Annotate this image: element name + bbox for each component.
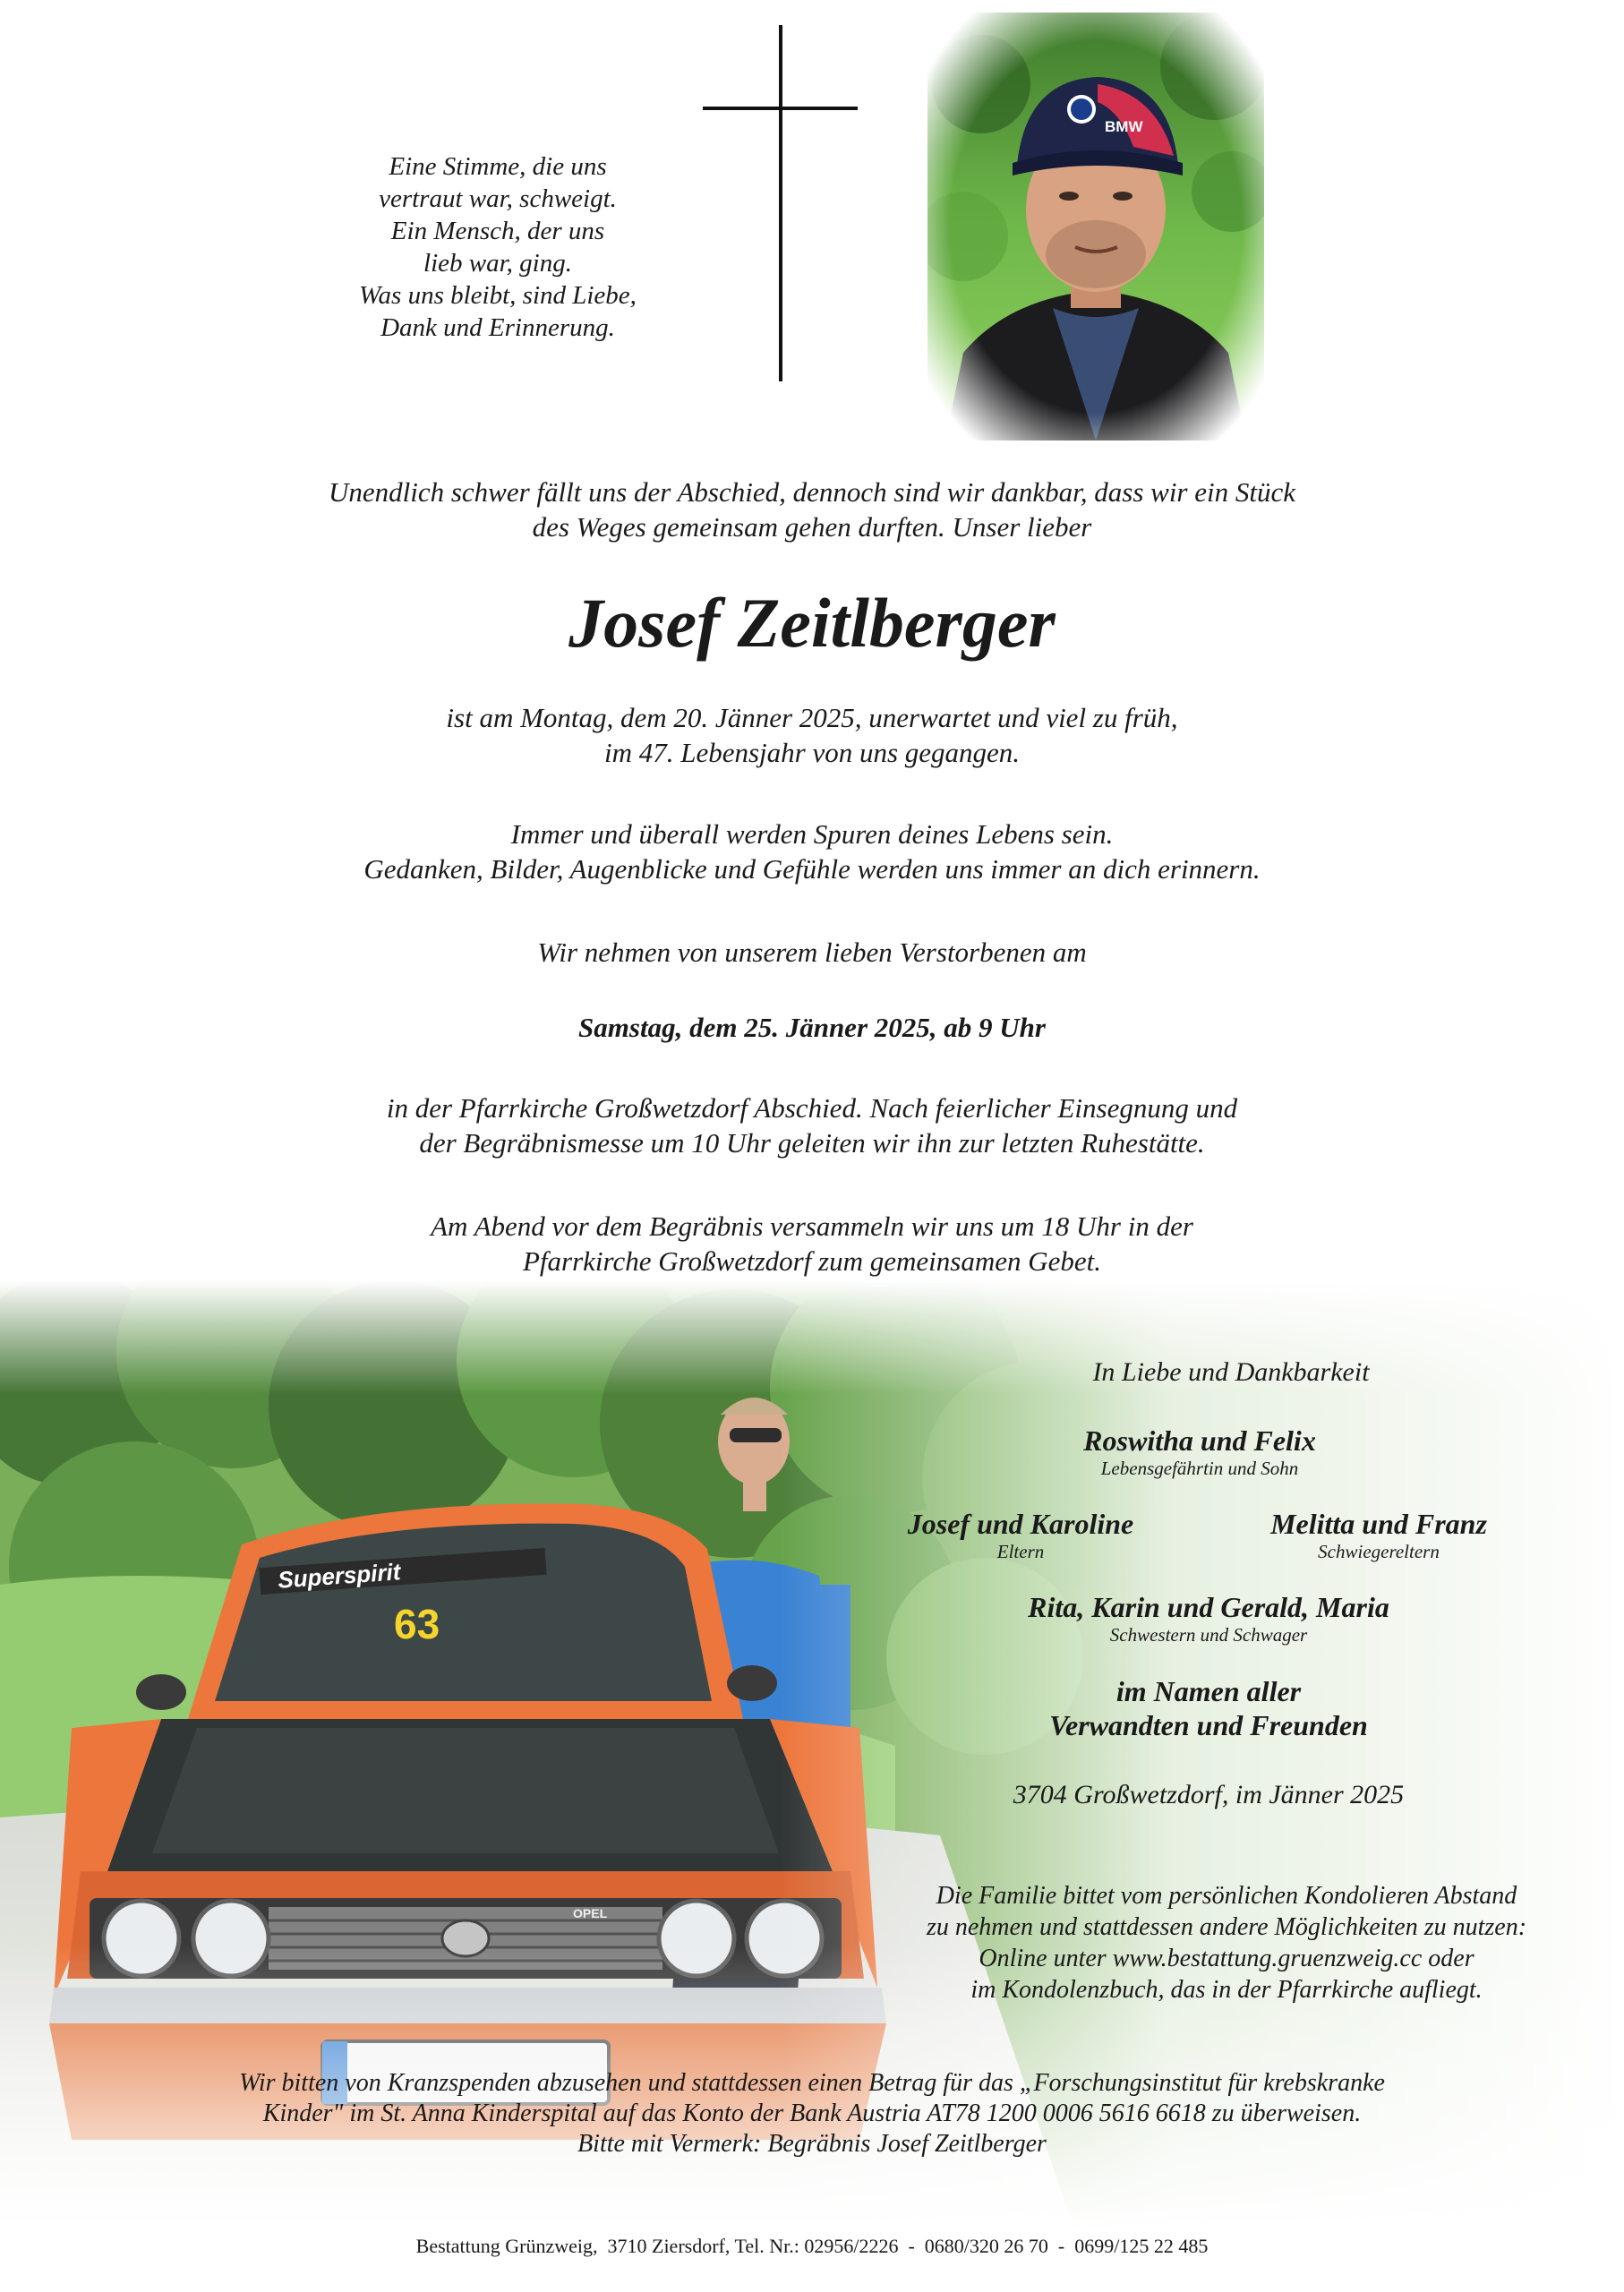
death-line: ist am Montag, dem 20. Jänner 2025, unerwartet und viel zu früh, [446, 702, 1178, 733]
mourner-names: Melitta und Franz [1270, 1508, 1487, 1540]
memorial-quote [0, 817, 1624, 886]
quote-line: Gedanken, Bilder, Augenblicke und Gefühle werden uns immer an dich erinnern. [363, 853, 1261, 885]
donation-note [0, 2068, 1624, 2159]
farewell-intro [0, 935, 1624, 970]
cross-icon [779, 25, 782, 381]
condolence-line: Online unter www.bestattung.gruenzweig.cc oder [979, 1945, 1474, 1972]
farewell-date: Samstag, dem 25. Jänner 2025, ab 9 Uhr [578, 1012, 1046, 1043]
poem-line: Dank und Erinnerung. [380, 313, 615, 342]
funeral-home-footer: Bestattung Grünzweig, 3710 Ziersdorf, Tel. Nr.: 02956/2226 - 0680/320 26 70 - 0699/125 22 485 [415, 2235, 1209, 2257]
donation-line: Bitte mit Vermerk: Begräbnis Josef Zeitlberger [577, 2130, 1047, 2158]
deceased-name: Josef Zeitlberger [568, 584, 1056, 662]
farewell-intro-line: Wir nehmen von unserem lieben Verstorbenen am [537, 936, 1087, 968]
evening-prayer-text [0, 1209, 1624, 1279]
mourner-relation: Schwestern und Schwager [1109, 1624, 1308, 1646]
intro-line: des Weges gemeinsam gehen durften. Unser lieber [532, 511, 1092, 543]
mourner-names: Josef und Karoline [907, 1508, 1134, 1540]
mourner-parents [859, 1507, 1182, 1562]
condolence-line: Die Familie bittet vom persönlichen Kondolieren Abstand [936, 1882, 1517, 1910]
ceremony-line: der Begräbnismesse um 10 Uhr geleiten wir ihn zur letzten Ruhestätte. [419, 1127, 1205, 1159]
mourners-all-line: Verwandten und Freunden [1049, 1709, 1368, 1741]
condolence-note [842, 1880, 1611, 2006]
mourners-all-line: im Namen aller [1115, 1675, 1302, 1707]
mourner-names: Roswitha und Felix [1083, 1424, 1316, 1457]
intro-text [0, 475, 1624, 544]
quote-line: Immer und überall werden Spuren deines Lebens sein. [510, 818, 1114, 850]
ceremony-text [0, 1090, 1624, 1160]
death-text [0, 700, 1624, 770]
condolence-line: zu nehmen und stattdessen andere Möglichkeiten zu nutzen: [926, 1913, 1527, 1941]
poem-line: Eine Stimme, die uns [389, 152, 607, 181]
poem [269, 150, 727, 344]
mourner-siblings [940, 1590, 1477, 1646]
death-line: im 47. Lebensjahr von uns gegangen. [603, 737, 1021, 768]
condolence-line: im Kondolenzbuch, das in der Pfarrkirche aufliegt. [970, 1976, 1483, 2004]
mourner-relation: Lebensgefährtin und Sohn [1100, 1458, 1299, 1479]
mourner-in-laws [1218, 1507, 1540, 1562]
mourner-relation: Schwiegereltern [1318, 1541, 1440, 1562]
evening-line: Pfarrkirche Großwetzdorf zum gemeinsamen Gebet. [522, 1245, 1102, 1277]
donation-line: Kinder" im St. Anna Kinderspital auf das Konto der Bank Austria AT78 1200 0006 5616 6618 zu überweisen. [262, 2100, 1362, 2127]
portrait-photo [927, 13, 1264, 440]
place-date: 3704 Großwetzdorf, im Jänner 2025 [1013, 1780, 1405, 1809]
mourner-relation: Eltern [996, 1541, 1045, 1562]
mourners-all [940, 1674, 1477, 1742]
intro-line: Unendlich schwer fällt uns der Abschied, dennoch sind wir dankbar, dass wir ein Stück [328, 476, 1296, 508]
mourner-partner [967, 1424, 1432, 1479]
poem-line: Was uns bleibt, sind Liebe, [359, 281, 637, 310]
cross-icon-bar [703, 107, 858, 110]
mourners-heading: In Liebe und Dankbarkeit [1092, 1357, 1370, 1387]
donation-line: Wir bitten von Kranzspenden abzusehen und stattdessen einen Betrag für das „Forschungsinstitut für krebskranke [239, 2069, 1385, 2097]
poem-line: vertraut war, schweigt. [379, 184, 617, 213]
poem-line: lieb war, ging. [423, 249, 572, 278]
ceremony-line: in der Pfarrkirche Großwetzdorf Abschied. Nach feierlicher Einsegnung und [386, 1092, 1238, 1124]
mourner-names: Rita, Karin und Gerald, Maria [1028, 1591, 1389, 1623]
poem-line: Ein Mensch, der uns [390, 217, 605, 245]
evening-line: Am Abend vor dem Begräbnis versammeln wir uns um 18 Uhr in der [431, 1210, 1193, 1242]
